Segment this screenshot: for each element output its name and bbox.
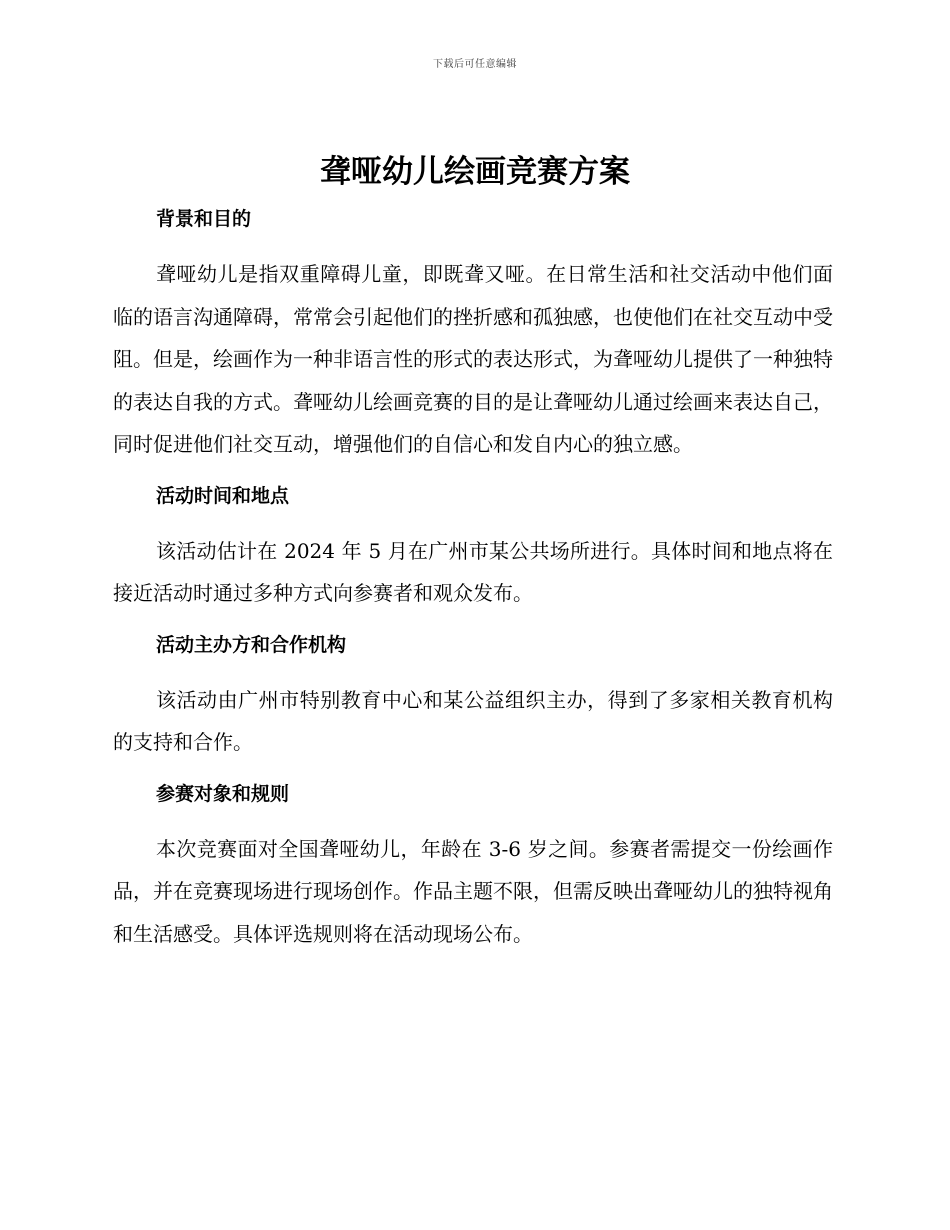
- document-body: [113, 201, 833, 967]
- section-body-background: 聋哑幼儿是指双重障碍儿童，即既聋又哑。在日常生活和社交活动中他们面临的语言沟通障碍，常常会引起他们的挫折感和孤独感，也使他们在社交互动中受阻。但是，绘画作为一种非语言性的形式的表达形式，为聋哑幼儿提供了一种独特的表达自我的方式。聋哑幼儿绘画竞赛的目的是让聋哑幼儿通过绘画来表达自己，同时促进他们社交互动，增强他们的自信心和发自内心的独立感。: [113, 262, 833, 456]
- section-heading-time-place: 活动时间和地点: [156, 484, 290, 507]
- section-body-participants-rules: 本次竞赛面对全国聋哑幼儿，年龄在 3-6 岁之间。参赛者需提交一份绘画作品，并在竞赛现场进行现场创作。作品主题不限，但需反映出聋哑幼儿的独特视角和生活感受。具体评选规则将在活动现场公布。: [113, 836, 833, 946]
- section-heading-participants-rules: 参赛对象和规则: [156, 782, 290, 805]
- header-note: 下载后可任意编辑: [433, 59, 517, 70]
- section-body-organizers: 该活动由广州市特别教育中心和某公益组织主办，得到了多家相关教育机构的支持和合作。: [113, 687, 833, 754]
- section-body-time-place: 该活动估计在 2024 年 5 月在广州市某公共场所进行。具体时间和地点将在接近活动时通过多种方式向参赛者和观众发布。: [113, 538, 833, 605]
- section-heading-organizers: 活动主办方和合作机构: [156, 633, 347, 656]
- document-title: 聋哑幼儿绘画竞赛方案: [320, 154, 630, 190]
- section-heading-background: 背景和目的: [156, 208, 252, 230]
